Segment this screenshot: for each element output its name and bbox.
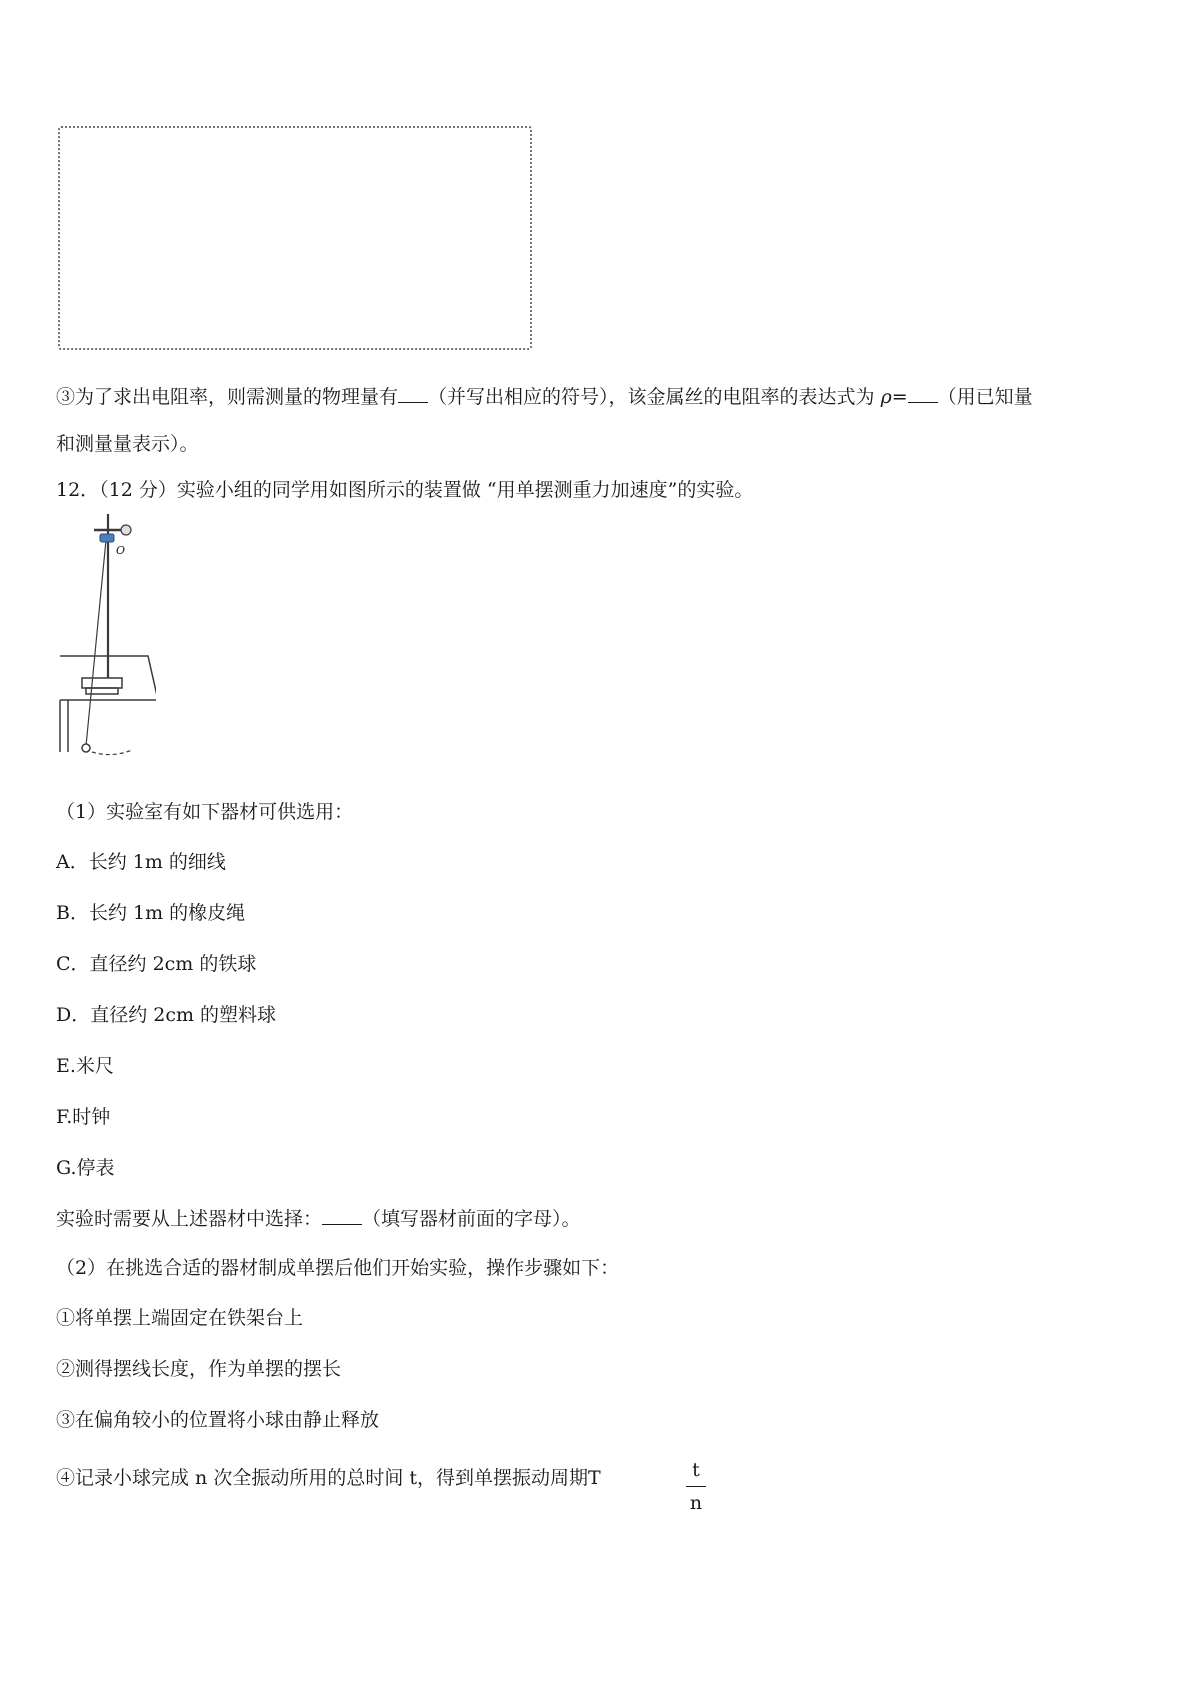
q12-part1-intro: （1）实验室有如下器材可供选用： <box>56 801 354 823</box>
answer-box <box>58 126 532 350</box>
q12-title: 12．（12 分）实验小组的同学用如图所示的装置做 “用单摆测重力加速度”的实验。 <box>56 479 754 501</box>
part1-question-text-a: 实验时需要从上述器材中选择： <box>56 1208 323 1230</box>
q11-step3-line2: 和测量量表示）。 <box>56 433 199 455</box>
answer-blank-quantities[interactable] <box>398 384 428 403</box>
option-a: A．长约 1m 的细线 <box>56 851 226 873</box>
pivot-label-o: O <box>116 544 126 557</box>
option-b: B．长约 1m 的橡皮绳 <box>56 902 246 924</box>
option-e: E.米尺 <box>56 1055 114 1077</box>
option-c: C．直径约 2cm 的铁球 <box>56 953 257 975</box>
q11-step3-text-a: ③为了求出电阻率，则需测量的物理量有 <box>56 386 399 408</box>
swing-arc <box>92 750 132 755</box>
fraction-bar <box>686 1486 706 1487</box>
pendulum-apparatus-figure <box>56 500 156 762</box>
option-f: F.时钟 <box>56 1106 111 1128</box>
answer-blank-equipment[interactable] <box>322 1206 362 1225</box>
option-d: D．直径约 2cm 的塑料球 <box>56 1004 277 1026</box>
part1-question-text-b: （填写器材前面的字母）。 <box>362 1208 581 1230</box>
q12-part2-intro: （2）在挑选合适的器材制成单摆后他们开始实验，操作步骤如下： <box>56 1257 620 1279</box>
stand-base <box>82 678 122 688</box>
step-4: ④记录小球完成 n 次全振动所用的总时间 t，得到单摆振动周期T <box>56 1467 601 1489</box>
period-fraction <box>684 1457 708 1516</box>
option-g: G.停表 <box>56 1157 115 1179</box>
q11-step3-line1 <box>56 384 1033 409</box>
answer-blank-resistivity[interactable] <box>908 384 938 403</box>
step-2: ②测得摆线长度，作为单摆的摆长 <box>56 1358 342 1380</box>
clamp-knob <box>121 525 131 535</box>
pendulum-string <box>86 540 106 746</box>
q11-step3-text-b: （并写出相应的符号），该金属丝的电阻率的表达式为 <box>428 386 875 408</box>
rho-symbol: ρ= <box>880 386 908 408</box>
pendulum-bob <box>82 744 90 752</box>
clamp-block <box>100 534 114 542</box>
fraction-denominator: n <box>689 1492 703 1514</box>
fraction-numerator: t <box>692 1459 700 1481</box>
step-1: ①将单摆上端固定在铁架台上 <box>56 1307 304 1329</box>
step-3: ③在偏角较小的位置将小球由静止释放 <box>56 1409 380 1431</box>
q12-part1-question <box>56 1206 581 1231</box>
q11-step3-text-c: （用已知量 <box>937 386 1033 408</box>
